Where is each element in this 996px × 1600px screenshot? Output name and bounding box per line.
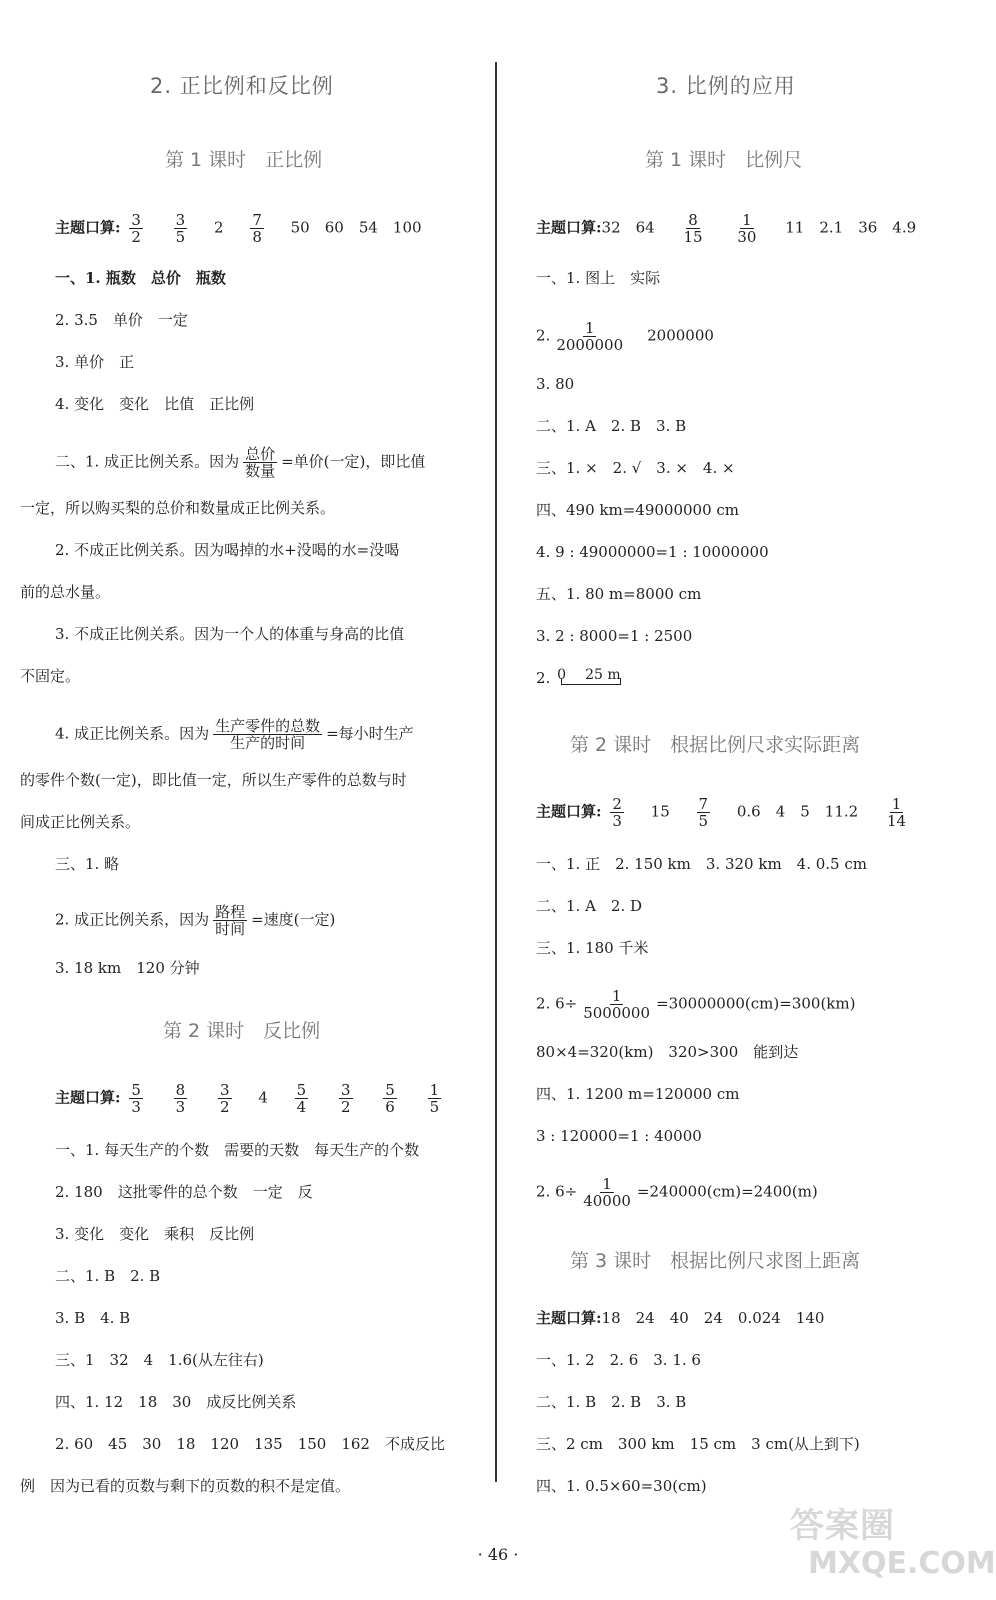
lesson-2-title: 第 2 课时 反比例: [163, 1020, 321, 1042]
answer-line: 前的总水量。: [20, 583, 111, 601]
answer-line: 一、1. 2 2. 6 3. 1. 6: [536, 1351, 701, 1369]
answer-line: 二、1. 成正比例关系。因为 $\frac{\text{总价}}{\text{数量}}$ =单价(一定)，即比值: [55, 445, 426, 480]
kousuan-row-r1: 主题口算:32 64 $\frac{8}{15}$ $\frac{1}{30}$ 11 2.1 36 4.9: [536, 211, 917, 246]
answer-line: 三、1. 180 千米: [536, 939, 649, 957]
answer-line: 三、2 cm 300 km 15 cm 3 cm(从上到下): [536, 1435, 860, 1453]
answer-line: 2. 0 25 m: [536, 668, 623, 688]
kousuan-row-1: [55, 212, 422, 245]
answer-line: 3. 不成正比例关系。因为一个人的体重与身高的比值: [55, 625, 405, 643]
answer-line: 间成正比例关系。: [20, 813, 141, 831]
answer-line: 四、1. 12 18 30 成反比例关系: [55, 1393, 297, 1411]
answer-line: 例 因为已看的页数与剩下的页数的积不是定值。: [20, 1477, 351, 1495]
answer-line: 4. 9 : 49000000=1 : 10000000: [536, 543, 769, 561]
answer-line: 3. 2 : 8000=1 : 2500: [536, 627, 693, 645]
answer-line: 2. $\frac{1}{2000000}$ 2000000: [536, 319, 714, 354]
answer-line: 4. 变化 变化 比值 正比例: [55, 395, 255, 413]
answer-line: 4. 成正比例关系。因为 $\frac{\text{生产零件的总数}}{\text{生产的时间}}$ =每小时生产: [55, 717, 414, 752]
fraction: $\frac{3}{2}$: [131, 211, 141, 246]
kousuan-row-r2: 主题口算: $\frac{2}{3}$ 15 $\frac{7}{5}$ 0.6 4 5 11.2 $\frac{1}{14}$: [536, 795, 907, 830]
answer-line: 3 : 120000=1 : 40000: [536, 1127, 702, 1145]
values: 50 60 54 100: [290, 218, 422, 237]
lesson-2-title-right: 第 2 课时 根据比例尺求实际距离: [570, 734, 861, 756]
kousuan-row-2: 主题口算: $\frac{5}{3}$ $\frac{8}{3}$ $\frac{3}{2}$ 4 $\frac{5}{4}$ $\frac{3}{2}$ $\frac{5}{6}$ $\frac{1}{5}$: [55, 1081, 440, 1116]
watermark-logo: 答案圈: [790, 1506, 895, 1546]
answer-line: 3. 18 km 120 分钟: [55, 959, 200, 977]
answer-line: 一定，所以购买梨的总价和数量成正比例关系。: [20, 499, 336, 517]
answer-line: 三、1. 略: [55, 855, 120, 873]
lesson-1-title-right: 第 1 课时 比例尺: [645, 149, 803, 171]
fraction: $\frac{7}{8}$: [252, 211, 262, 246]
answer-line: 3. B 4. B: [55, 1309, 131, 1327]
lesson-3-title-right: 第 3 课时 根据比例尺求图上距离: [570, 1250, 861, 1272]
scale-bar: 0 25 m: [557, 667, 621, 683]
answer-line: 二、1. A 2. B 3. B: [536, 417, 687, 435]
page-number: · 46 ·: [477, 1545, 519, 1564]
answer-line: 一、1. 每天生产的个数 需要的天数 每天生产的个数: [55, 1141, 420, 1159]
answer-line: 五、1. 80 m=8000 cm: [536, 585, 702, 603]
answer-line: 2. 6÷ $\frac{1}{40000}$ =240000(cm)=2400(m): [536, 1175, 818, 1210]
kousuan-label: 主题口算:: [55, 218, 121, 237]
answer-line: 一、1. 瓶数 总价 瓶数: [55, 269, 226, 287]
answer-line: 2. 3.5 单价 一定: [55, 311, 188, 329]
answer-line: 二、1. B 2. B 3. B: [536, 1393, 687, 1411]
column-divider: [495, 62, 497, 1482]
section-title-right: 3. 比例的应用: [656, 74, 796, 98]
answer-line: 2. 60 45 30 18 120 135 150 162 不成反比: [55, 1435, 445, 1453]
answer-line: 四、1. 1200 m=120000 cm: [536, 1085, 740, 1103]
section-title-left: 2. 正比例和反比例: [150, 74, 334, 98]
answer-line: 二、1. A 2. D: [536, 897, 643, 915]
answer-line: 一、1. 图上 实际: [536, 269, 661, 287]
answer-line: 二、1. B 2. B: [55, 1267, 161, 1285]
value: 2: [213, 218, 224, 237]
answer-line: 3. 80: [536, 375, 575, 393]
answer-line: 2. 180 这批零件的总个数 一定 反: [55, 1183, 313, 1201]
answer-line: 2. 成正比例关系，因为 $\frac{\text{路程}}{\text{时间}}$ =速度(一定): [55, 903, 336, 938]
answer-line: 四、1. 0.5×60=30(cm): [536, 1477, 707, 1495]
answer-line: 2. 6÷ $\frac{1}{5000000}$ =30000000(cm)=300(km): [536, 987, 856, 1022]
answer-line: 3. 变化 变化 乘积 反比例: [55, 1225, 255, 1243]
answer-line: 三、1. × 2. √ 3. × 4. ×: [536, 459, 735, 477]
answer-line: 的零件个数(一定)，即比值一定，所以生产零件的总数与时: [20, 771, 407, 789]
answer-line: 2. 不成正比例关系。因为喝掉的水+没喝的水=没喝: [55, 541, 400, 559]
answer-line: 三、1 32 4 1.6(从左往右): [55, 1351, 264, 1369]
answer-line: 一、1. 正 2. 150 km 3. 320 km 4. 0.5 cm: [536, 855, 867, 873]
kousuan-row-r3: 主题口算:18 24 40 24 0.024 140: [536, 1309, 825, 1327]
answer-line: 3. 单价 正: [55, 353, 135, 371]
fraction: $\frac{3}{5}$: [175, 211, 186, 246]
answer-line: 80×4=320(km) 320>300 能到达: [536, 1043, 799, 1061]
answer-line: 四、490 km=49000000 cm: [536, 501, 740, 519]
answer-line: 不固定。: [20, 667, 81, 685]
lesson-1-title: 第 1 课时 正比例: [165, 149, 323, 171]
watermark-url: MXQE.COM: [808, 1546, 996, 1581]
